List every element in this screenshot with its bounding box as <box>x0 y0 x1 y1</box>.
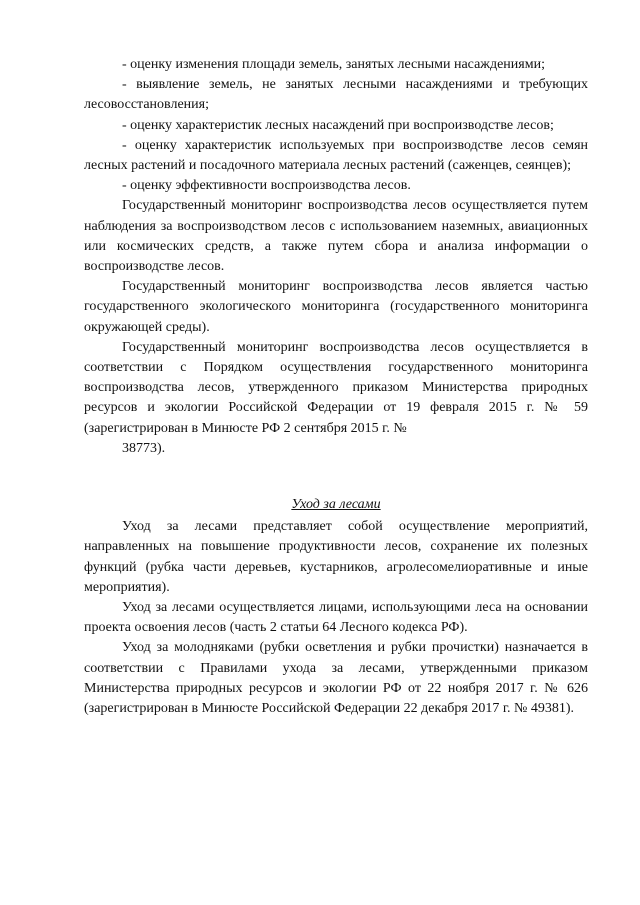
list-item: - выявление земель, не занятых лесными насаждениями и требующих лесовосстановления; <box>84 77 588 113</box>
section-heading: Уход за лесами <box>291 497 381 512</box>
paragraph: Государственный мониторинг воспроизводства лесов осуществляется путем наблюдения за воспроизводством лесов с использованием наземных, авиационных или космических средств, а также путем сбора и анализа информации о воспроизводстве лесов. <box>84 198 588 275</box>
monitoring-section <box>84 55 588 459</box>
list-item: - оценку эффективности воспроизводства лесов. <box>122 178 411 194</box>
forest-care-section <box>84 495 588 719</box>
paragraph: Уход за лесами осуществляется лицами, использующими леса на основании проекта освоения лесов (часть 2 статьи 64 Лесного кодекса РФ). <box>84 600 588 636</box>
list-item: - оценку изменения площади земель, занятых лесными насаждениями; <box>122 57 545 72</box>
paragraph-continuation: 38773). <box>122 440 166 456</box>
list-item: - оценку характеристик используемых при воспроизводстве лесов семян лесных растений и посадочного материала лесных растений (саженцев, сеянцев); <box>84 137 588 174</box>
paragraph: Государственный мониторинг воспроизводства лесов осуществляется в соответствии с Порядком осуществления государственного мониторинга воспроизводства лесов, утвержденного приказом Министерства природных ресурсов и экологии Российской Федерации от 19 февраля 2015 г. № 59 (зарегистрирован в Минюсте РФ 2 сентября 2015 г. № <box>84 339 588 436</box>
paragraph: Уход за молодняками (рубки осветления и рубки прочистки) назначается в соответствии с Правилами ухода за лесами, утвержденными приказом Министерства природных ресурсов и экологии РФ от 22 ноября 2017 г. № 626 (зарегистрирован в Минюсте Российской Федерации 22 декабря 2017 г. № 49381). <box>84 640 588 717</box>
paragraph: Уход за лесами представляет собой осуществление мероприятий, направленных на повышение продуктивности лесов, сохранение их полезных функций (рубка части деревьев, кустарников, агролесомелиоративные и иные мероприятия). <box>84 519 588 595</box>
paragraph: Государственный мониторинг воспроизводства лесов является частью государственного экологического мониторинга (государственного мониторинга окружающей среды). <box>84 279 588 335</box>
list-item: - оценку характеристик лесных насаждений при воспроизводстве лесов; <box>122 117 554 133</box>
